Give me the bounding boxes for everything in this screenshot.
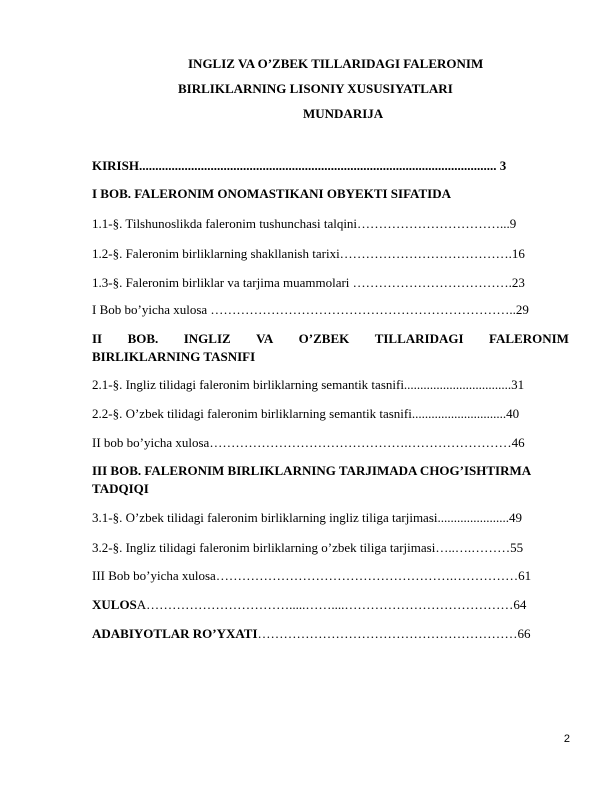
toc-entry-2-conclusion: II bob bo’yicha xulosa……………………………………….……………………46 xyxy=(92,435,525,450)
toc-chapter-2-line-1 xyxy=(92,331,569,347)
toc-chapter-2-word: VA xyxy=(256,331,274,346)
toc-chapter-1: I BOB. FALERONIM ONOMASTIKANI OBYEKTI SIFATIDA xyxy=(92,186,451,201)
toc-entry-xulosa xyxy=(92,597,569,613)
title-mundarija: MUNDARIJA xyxy=(303,106,384,121)
toc-chapter-2-word: INGLIZ xyxy=(183,331,231,346)
title-line-1: INGLIZ VA O’ZBEK TILLARIDAGI FALERONIM xyxy=(188,56,484,71)
toc-chapter-3-line-1: III BOB. FALERONIM BIRLIKLARNING TARJIMADA CHOG’ISHTIRMA xyxy=(92,463,532,478)
toc-references-bold: ADABIYOTLAR RO’YXATI xyxy=(92,626,258,641)
toc-entry-kirish: KIRISH.............................................................................................................. 3 xyxy=(92,158,507,173)
toc-entry-1-1: 1.1-§. Tilshunoslikda faleronim tushunchasi talqini……………………………...9 xyxy=(92,216,517,231)
toc-chapter-2 xyxy=(92,331,569,365)
toc-references-rest: ……………………………………………………66 xyxy=(257,626,531,641)
toc-chapter-2-word: O’ZBEK xyxy=(298,331,350,346)
toc-xulosa-rest: A…………………………….....……....…………………………………64 xyxy=(136,597,527,612)
toc-chapter-2-word: TILLARIDAGI xyxy=(374,331,464,346)
toc-entry-2-2: 2.2-§. O’zbek tilidagi faleronim birliklarning semantik tasnifi.............................40 xyxy=(92,406,520,421)
toc-chapter-2-line-2: BIRLIKLARNING TASNIFI xyxy=(92,349,256,364)
toc-entry-3-conclusion: III Bob bo’yicha xulosa……………………………………………….……………61 xyxy=(92,568,532,583)
toc-entry-references xyxy=(92,626,569,642)
toc-entry-2-1: 2.1-§. Ingliz tilidagi faleronim birliklarning semantik tasnifi.................................31 xyxy=(92,377,525,392)
toc-chapter-3-line-2: TADQIQI xyxy=(92,481,149,496)
toc-chapter-2-word: II xyxy=(92,331,103,346)
toc-entry-1-3: 1.3-§. Faleronim birliklar va tarjima muammolari ……………………………….23 xyxy=(92,275,525,290)
toc-entry-3-2: 3.2-§. Ingliz tilidagi faleronim birliklarning o’zbek tiliga tarjimasi…..….………55 xyxy=(92,540,524,555)
toc-entry-1-2: 1.2-§. Faleronim birliklarning shakllanish tarixi………………………………….16 xyxy=(92,246,525,261)
toc-entry-1-conclusion: I Bob bo’yicha xulosa ……………………………………………………………..29 xyxy=(92,302,529,317)
toc-chapter-2-word: BOB. xyxy=(127,331,159,346)
title-line-2: BIRLIKLARNING LISONIY XUSUSIYATLARI xyxy=(178,81,453,96)
toc-entry-3-1: 3.1-§. O’zbek tilidagi faleronim birliklarning ingliz tiliga tarjimasi......................49 xyxy=(92,510,522,525)
toc-chapter-3 xyxy=(92,463,569,497)
toc-xulosa-bold: XULOS xyxy=(92,597,137,612)
page-number: 2 xyxy=(563,733,570,745)
toc-chapter-2-word: FALERONIM xyxy=(488,331,569,346)
